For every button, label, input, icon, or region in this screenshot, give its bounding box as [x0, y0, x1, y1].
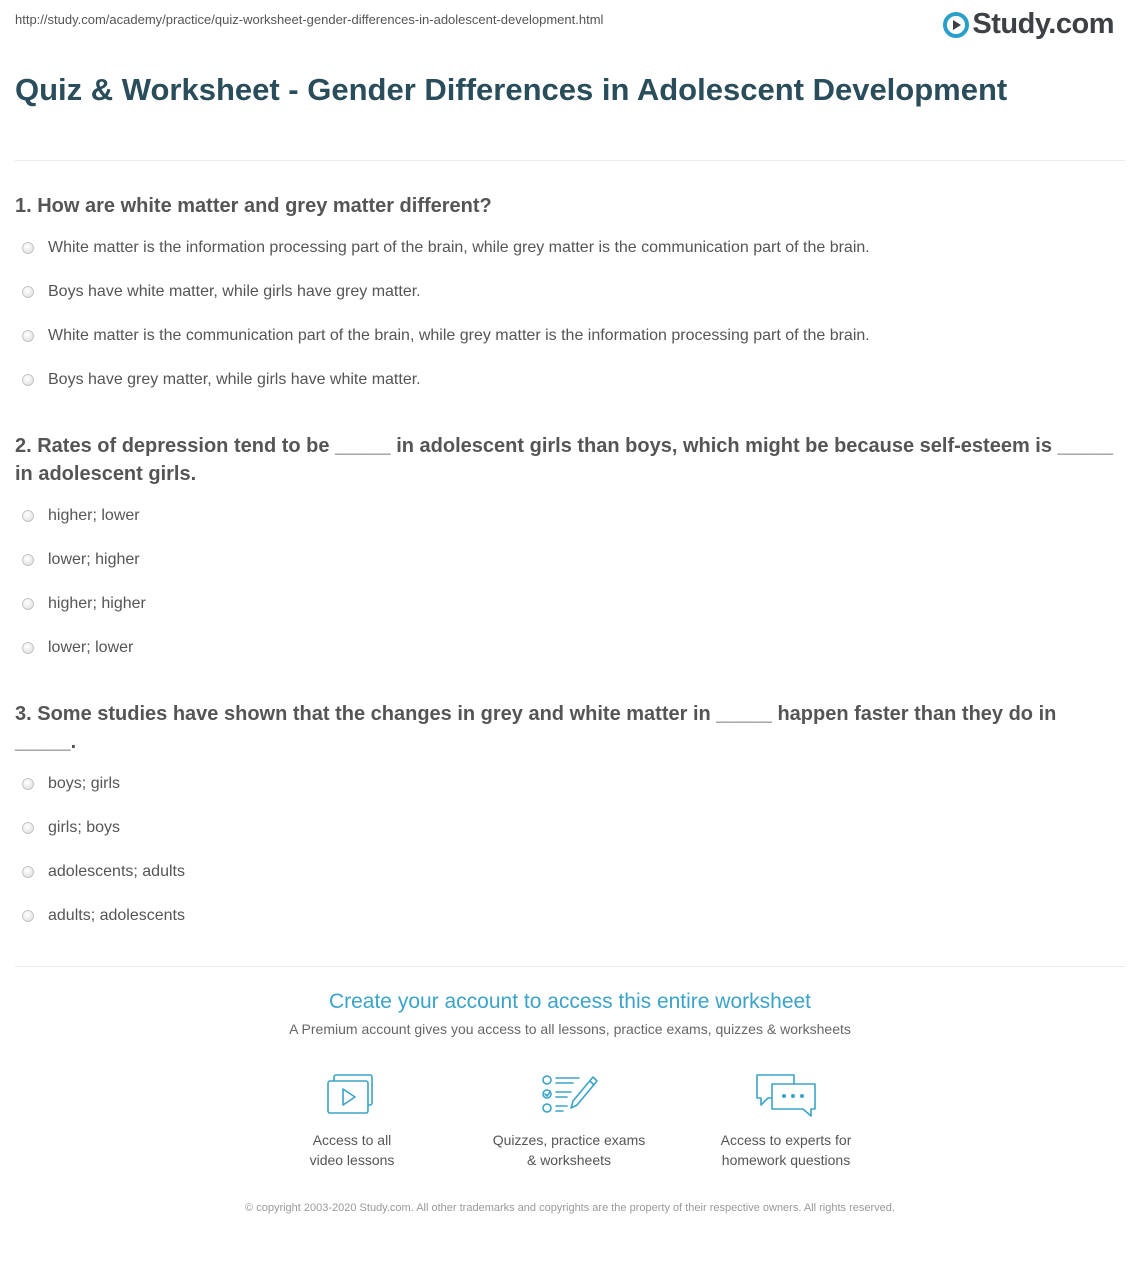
answer-option[interactable] — [22, 775, 120, 793]
radio-button[interactable] — [22, 374, 34, 386]
radio-button[interactable] — [22, 598, 34, 610]
answer-label: adolescents; adults — [48, 863, 185, 880]
answer-label: adults; adolescents — [48, 907, 185, 924]
create-account-link[interactable]: Create your account to access this entire worksheet — [328, 990, 812, 1013]
answer-label: boys; girls — [48, 775, 121, 792]
radio-button[interactable] — [22, 822, 34, 834]
answer-label: Boys have grey matter, while girls have white matter. — [48, 371, 421, 388]
answer-label: higher; higher — [48, 595, 146, 612]
answer-option[interactable] — [22, 283, 421, 301]
divider — [15, 966, 1125, 967]
radio-button[interactable] — [22, 510, 34, 522]
cta-subheading: A Premium account gives you access to all lessons, practice exams, quizzes & worksheets — [289, 1021, 851, 1037]
answer-option[interactable] — [22, 819, 120, 837]
question-3: 3. Some studies have shown that the changes in grey and white matter in _____ happen faster than they do in _____. — [15, 703, 1057, 753]
page-url: http://study.com/academy/practice/quiz-worksheet-gender-differences-in-adolescent-development.html — [15, 12, 604, 27]
radio-button[interactable] — [22, 642, 34, 654]
radio-button[interactable] — [22, 554, 34, 566]
answer-option[interactable] — [22, 371, 421, 389]
logo-text: Study.com — [972, 8, 1114, 40]
feature-label-line1: Quizzes, practice exams — [492, 1132, 646, 1148]
answer-option[interactable] — [22, 327, 870, 345]
answer-label: lower; lower — [48, 639, 134, 656]
feature-label-line1: Access to all — [312, 1132, 392, 1148]
copyright-notice: © copyright 2003-2020 Study.com. All other trademarks and copyrights are the property of their respective owners. All rights reserved. — [245, 1202, 895, 1214]
radio-button[interactable] — [22, 910, 34, 922]
feature-label-line2: video lessons — [309, 1152, 395, 1168]
feature-experts — [686, 1072, 886, 1170]
answer-label: White matter is the information processing part of the brain, while grey matter is the communication part of the brain. — [48, 239, 870, 256]
question-2: 2. Rates of depression tend to be _____ in adolescent girls than boys, which might be because self-esteem is _____ in adolescent girls. — [15, 435, 1114, 485]
radio-button[interactable] — [22, 778, 34, 790]
answer-option[interactable] — [22, 239, 870, 257]
feature-label-line2: & worksheets — [526, 1152, 612, 1168]
answer-label: White matter is the communication part of the brain, while grey matter is the information processing part of the brain. — [48, 327, 870, 344]
quiz-checklist-icon — [539, 1072, 599, 1118]
divider — [15, 160, 1125, 161]
answer-label: girls; boys — [48, 819, 121, 836]
answer-label: higher; lower — [48, 507, 140, 524]
radio-button[interactable] — [22, 242, 34, 254]
question-1: 1. How are white matter and grey matter different? — [15, 195, 492, 217]
page-title: Quiz & Worksheet - Gender Differences in Adolescent Development — [15, 72, 1008, 107]
video-lessons-icon — [324, 1072, 380, 1118]
feature-label-line1: Access to experts for — [720, 1132, 852, 1148]
radio-button[interactable] — [22, 286, 34, 298]
answer-option[interactable] — [22, 507, 140, 525]
feature-video-lessons — [252, 1072, 452, 1170]
answer-option[interactable] — [22, 595, 146, 613]
answer-option[interactable] — [22, 863, 185, 881]
radio-button[interactable] — [22, 330, 34, 342]
study-logo[interactable] — [943, 8, 1114, 41]
feature-quizzes — [469, 1072, 669, 1170]
answer-label: lower; higher — [48, 551, 140, 568]
answer-option[interactable] — [22, 907, 185, 925]
radio-button[interactable] — [22, 866, 34, 878]
feature-label-line2: homework questions — [721, 1152, 851, 1168]
answer-option[interactable] — [22, 639, 133, 657]
answer-option[interactable] — [22, 551, 140, 569]
chat-bubbles-icon — [754, 1072, 818, 1118]
answer-label: Boys have white matter, while girls have grey matter. — [48, 283, 421, 300]
play-circle-icon — [943, 12, 969, 38]
